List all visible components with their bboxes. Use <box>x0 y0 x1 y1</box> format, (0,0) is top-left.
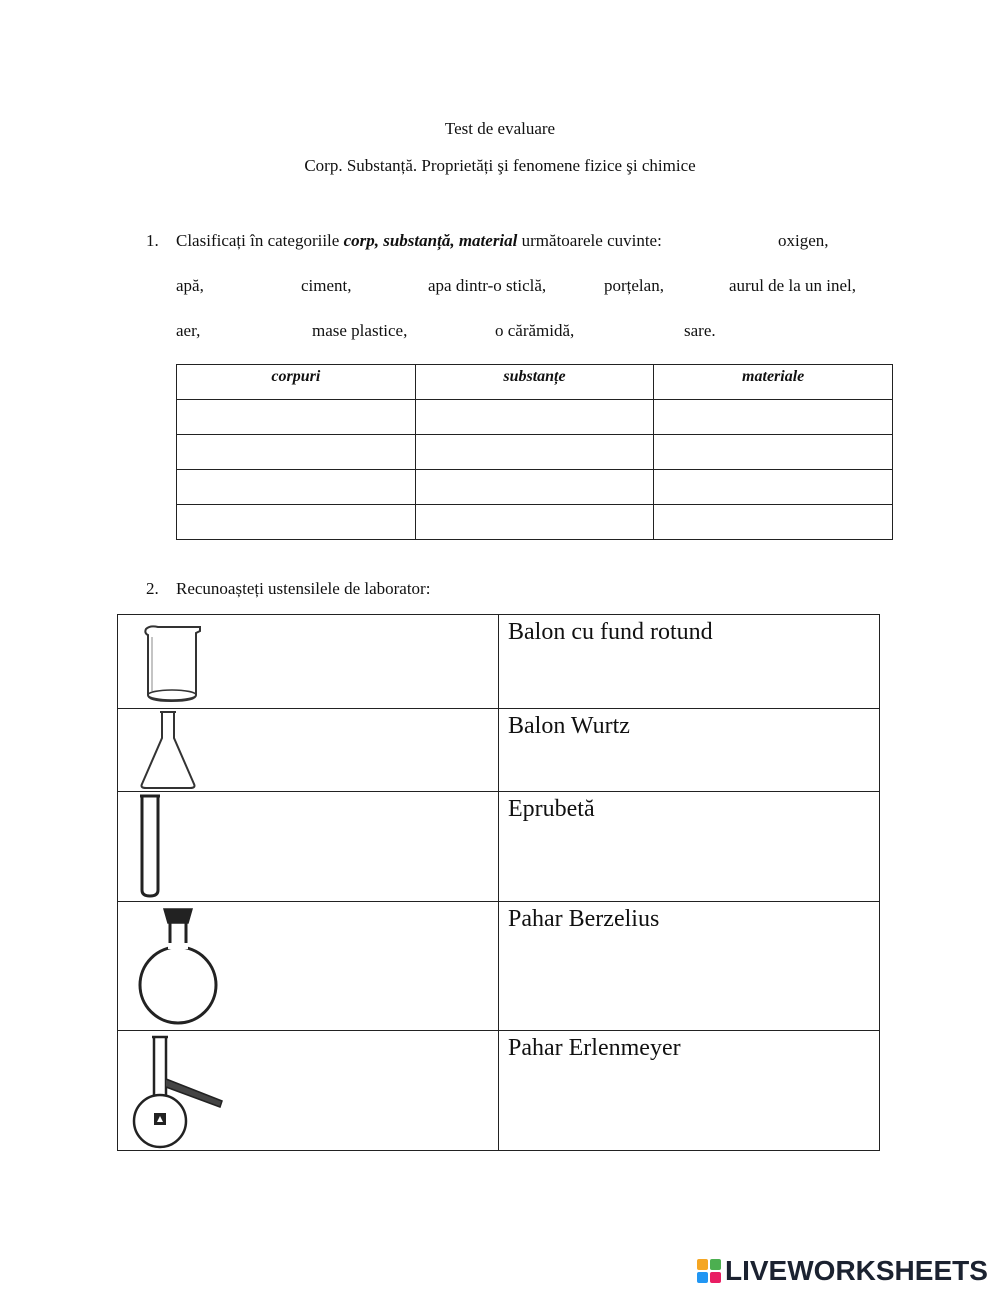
word-item: aer, <box>176 321 201 340</box>
equipment-label: Pahar Berzelius <box>499 902 880 1031</box>
beaker-icon <box>140 617 210 707</box>
logo-text: LIVEWORKSHEETS <box>725 1255 988 1286</box>
answer-cell[interactable] <box>654 470 893 505</box>
page-title: Test de evaluare <box>444 119 556 138</box>
word-item: apă, <box>176 276 204 295</box>
test-tube-icon <box>136 794 166 900</box>
erlenmeyer-flask-icon <box>138 710 198 792</box>
question-1-emphasis: corp, substanță, material <box>343 231 518 250</box>
question-2-number: 2. <box>146 579 159 598</box>
round-bottom-flask-icon <box>134 905 224 1029</box>
equipment-image-cell <box>118 792 499 902</box>
word-item: apa dintr-o sticlă, <box>428 276 547 295</box>
question-1-prompt <box>176 231 662 251</box>
answer-cell[interactable] <box>654 400 893 435</box>
table-row <box>177 435 893 470</box>
equipment-label: Eprubetă <box>499 792 880 902</box>
equipment-image-cell <box>118 902 499 1031</box>
answer-cell[interactable] <box>415 400 654 435</box>
question-1-number: 1. <box>146 231 159 250</box>
classification-table <box>176 364 893 540</box>
table-row <box>177 400 893 435</box>
table-row <box>177 505 893 540</box>
answer-cell[interactable] <box>415 435 654 470</box>
word-item: sare. <box>684 321 716 340</box>
column-header-substante: substanțe <box>415 365 654 400</box>
table-row <box>118 902 880 1031</box>
word-item: ciment, <box>301 276 352 295</box>
word-item: o cărămidă, <box>495 321 575 340</box>
answer-cell[interactable] <box>415 505 654 540</box>
equipment-label: Pahar Erlenmeyer <box>499 1031 880 1151</box>
equipment-label: Balon Wurtz <box>499 709 880 792</box>
answer-cell[interactable] <box>415 470 654 505</box>
table-row <box>118 1031 880 1151</box>
answer-cell[interactable] <box>177 400 416 435</box>
logo-mark-icon <box>697 1259 721 1283</box>
equipment-image-cell <box>118 1031 499 1151</box>
question-1-text-before: Clasificați în categoriile <box>176 231 344 250</box>
answer-cell[interactable] <box>654 435 893 470</box>
word-item: aurul de la un inel, <box>729 276 856 295</box>
answer-cell[interactable] <box>177 505 416 540</box>
table-row <box>118 615 880 709</box>
page-subtitle: Corp. Substanță. Proprietăți şi fenomene fizice şi chimice <box>304 156 696 175</box>
word-item: porțelan, <box>604 276 664 295</box>
answer-cell[interactable] <box>177 435 416 470</box>
equipment-image-cell <box>118 615 499 709</box>
word-item: oxigen, <box>778 231 829 250</box>
answer-cell[interactable] <box>654 505 893 540</box>
lab-equipment-table <box>117 614 880 1151</box>
equipment-image-cell <box>118 709 499 792</box>
wurtz-flask-icon <box>126 1033 236 1149</box>
equipment-label: Balon cu fund rotund <box>499 615 880 709</box>
word-item: mase plastice, <box>312 321 408 340</box>
question-1-text-after: următoarele cuvinte: <box>517 231 662 250</box>
table-row <box>177 470 893 505</box>
table-row <box>118 709 880 792</box>
answer-cell[interactable] <box>177 470 416 505</box>
table-row <box>118 792 880 902</box>
question-2-prompt: Recunoașteți ustensilele de laborator: <box>176 579 431 598</box>
column-header-corpuri: corpuri <box>177 365 416 400</box>
liveworksheets-logo <box>697 1254 988 1288</box>
column-header-materiale: materiale <box>654 365 893 400</box>
